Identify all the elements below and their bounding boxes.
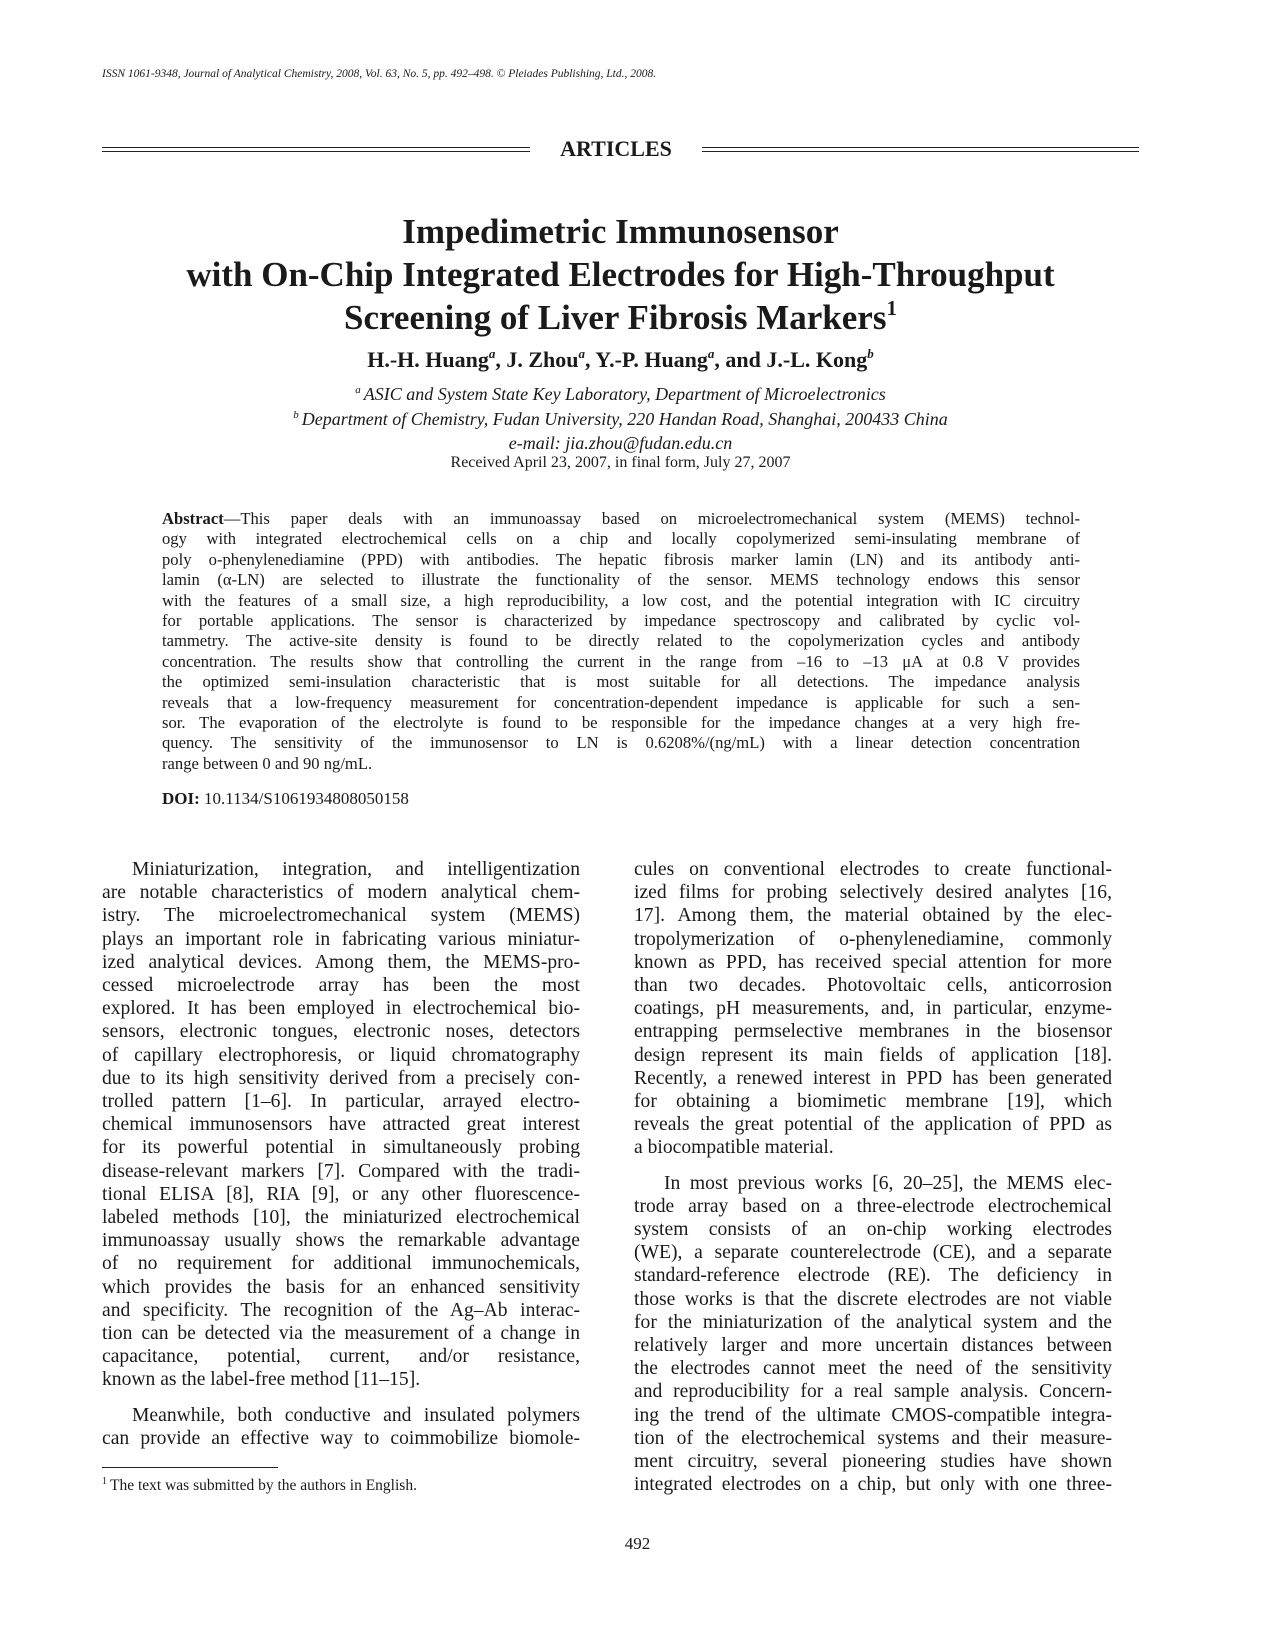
body-line: ing the trend of the ultimate CMOS-compatible integra- (634, 1404, 1112, 1426)
footnote-mark: 1 (102, 1476, 107, 1487)
body-line: known as PPD, has received special attention for more (634, 951, 1112, 973)
body-line: ment circuitry, several pioneering studies have shown (634, 1451, 1112, 1473)
body-line: Recently, a renewed interest in PPD has been generated (634, 1067, 1112, 1089)
body-line: due to its high sensitivity derived from a precisely con- (102, 1067, 580, 1089)
abstract-line: lamin (α-LN) are selected to illustrate the functionality of the sensor. MEMS technology endows this sensor (162, 570, 1080, 590)
affiliation-text: ASIC and System State Key Laboratory, Department of Microelectronics (363, 384, 886, 404)
body-line: of capillary electrophoresis, or liquid chromatography (102, 1044, 580, 1066)
body-line: disease-relevant markers [7]. Compared with the tradi- (102, 1160, 580, 1182)
abstract-text: —This paper deals with an immunoassay based on microelectromechanical system (MEMS) technol- (223, 509, 1080, 528)
paragraph-gap (102, 1392, 580, 1404)
author-name: J. Zhou (506, 347, 579, 372)
body-line: 17]. Among them, the material obtained by the elec- (634, 905, 1112, 927)
section-label: ARTICLES (560, 136, 672, 161)
abstract-line (162, 509, 1080, 529)
body-line: for the miniaturization of the analytical system and the (634, 1311, 1112, 1333)
body-line: standard-reference electrode (RE). The deficiency in (634, 1265, 1112, 1287)
body-line: plays an important role in fabricating various miniatur- (102, 928, 580, 950)
author-affil-mark: a (578, 346, 586, 361)
body-line: tion of the electrochemical systems and their measure- (634, 1427, 1112, 1449)
running-head: ISSN 1061-9348, Journal of Analytical Chemistry, 2008, Vol. 63, No. 5, pp. 492–498. © Pleiades Publishing, Ltd., 2008. (102, 68, 657, 80)
affiliation-mark: b (293, 409, 299, 421)
body-line: tion can be detected via the measurement of a change in (102, 1323, 580, 1345)
body-line: cessed microelectrode array has been the most (102, 975, 580, 997)
body-line: ized films for probing selectively desired analytes [16, (634, 882, 1112, 904)
body-line: Miniaturization, integration, and intelligentization (132, 859, 580, 880)
body-line: of no requirement for additional immunochemicals, (102, 1253, 580, 1275)
author-separator: , (495, 347, 507, 372)
affiliation (102, 409, 1139, 430)
author-separator: , and (714, 347, 767, 372)
body-line: labeled methods [10], the miniaturized electrochemical (102, 1207, 580, 1229)
author-affil-mark: b (867, 346, 874, 361)
body-line: and reproducibility for a real sample analysis. Concern- (634, 1381, 1112, 1403)
abstract (162, 509, 1080, 774)
body-line: the electrodes cannot meet the need of the sensitivity (634, 1358, 1112, 1380)
doi (162, 789, 409, 809)
doi-value[interactable]: 10.1134/S1061934808050158 (204, 789, 409, 808)
body-line: immunoassay usually shows the remarkable advantage (102, 1230, 580, 1252)
body-line: trolled pattern [1–6]. In particular, arrayed electro- (102, 1091, 580, 1113)
body-line: integrated electrodes on a chip, but only with one three- (634, 1474, 1112, 1496)
body-line: tional ELISA [8], RIA [9], or any other fluorescence- (102, 1183, 580, 1205)
body-line: can provide an effective way to coimmobilize biomole- (102, 1427, 580, 1449)
body-line: cules on conventional electrodes to create functional- (634, 859, 1112, 880)
section-rule-left (102, 147, 530, 152)
title-line (102, 296, 1139, 339)
body-column-right (634, 858, 1112, 1496)
abstract-line: reveals that a low-frequency measurement for concentration-dependent impedance is applicable for such a sen- (162, 692, 1080, 712)
body-line: tropolymerization of o-phenylenediamine, commonly (634, 928, 1112, 950)
body-line: which provides the basis for an enhanced sensitivity (102, 1276, 580, 1298)
footnote-text: The text was submitted by the authors in English. (110, 1477, 417, 1494)
body-line: known as the label-free method [11–15]. (102, 1369, 421, 1391)
author-affil-mark: a (488, 346, 496, 361)
author-separator: , (585, 347, 596, 372)
abstract-line: quency. The sensitivity of the immunosensor to LN is 0.6208%/(ng/mL) with a linear detection concentration (162, 733, 1080, 753)
body-column-left (102, 858, 580, 1450)
author-name: J.-L. Kong (766, 347, 868, 372)
body-line: sensors, electronic tongues, electronic noses, detectors (102, 1021, 580, 1043)
abstract-line: the optimized semi-insulation characteristic that is most suitable for all detections. The impedance analysis (162, 672, 1080, 692)
contact-email[interactable]: e-mail: jia.zhou@fudan.edu.cn (508, 433, 733, 453)
body-line: for its powerful potential in simultaneously probing (102, 1137, 580, 1159)
affiliation (102, 384, 1139, 405)
abstract-line: range between 0 and 90 ng/mL. (162, 753, 373, 773)
article-title (102, 210, 1139, 339)
body-line: system consists of an on-chip working electrodes (634, 1219, 1112, 1241)
body-line: explored. It has been employed in electrochemical bio- (102, 998, 580, 1020)
body-line: entrapping permselective membranes in the biosensor (634, 1021, 1112, 1043)
body-line: than two decades. Photovoltaic cells, anticorrosion (634, 975, 1112, 997)
body-line: and specificity. The recognition of the Ag–Ab interac- (102, 1299, 580, 1321)
body-line: chemical immunosensors have attracted great interest (102, 1114, 580, 1136)
section-header (102, 136, 1139, 162)
affiliation-mark: a (355, 384, 361, 396)
body-line: those works is that the discrete electrodes are not viable (634, 1288, 1112, 1310)
affiliation-text: Department of Chemistry, Fudan University, 220 Handan Road, Shanghai, 200433 China (301, 409, 948, 429)
body-line: (WE), a separate counterelectrode (CE), and a separate (634, 1242, 1112, 1264)
body-line: a biocompatible material. (634, 1137, 834, 1159)
title-line: Impedimetric Immunosensor (402, 212, 839, 251)
author-name: H.-H. Huang (367, 347, 489, 372)
doi-label: DOI: (162, 789, 200, 808)
body-line: design represent its main fields of application [18]. (634, 1044, 1112, 1066)
author-list (102, 347, 1139, 373)
body-line: coatings, pH measurements, and, in particular, enzyme- (634, 998, 1112, 1020)
footnote-rule (102, 1467, 278, 1468)
abstract-line: tammetry. The active-site density is found to be directly related to the copolymerization cycles and antibody (162, 631, 1080, 651)
body-line: istry. The microelectromechanical system (MEMS) (102, 905, 580, 927)
body-line: In most previous works [6, 20–25], the MEMS elec- (664, 1172, 1112, 1194)
footnote (102, 1477, 417, 1495)
title-footnote-mark: 1 (886, 296, 897, 320)
body-line: relatively larger and more uncertain distances between (634, 1335, 1112, 1357)
abstract-line: with the features of a small size, a high reproducibility, a low cost, and the potential integration with IC circuitry (162, 590, 1080, 610)
abstract-line: ogy with integrated electrochemical cells on a chip and locally copolymerized semi-insulating membrane of (162, 529, 1080, 549)
body-line: Meanwhile, both conductive and insulated polymers (132, 1404, 580, 1426)
section-rule-right (702, 147, 1139, 152)
abstract-line: poly o-phenylenediamine (PPD) with antibodies. The hepatic fibrosis marker lamin (LN) and its antibody anti- (162, 549, 1080, 569)
body-line: are notable characteristics of modern analytical chem- (102, 882, 580, 904)
received-dates: Received April 23, 2007, in final form, July 27, 2007 (450, 454, 791, 471)
abstract-line: for portable applications. The sensor is characterized by impedance spectroscopy and calibrated by cyclic vol- (162, 611, 1080, 631)
body-line: ized analytical devices. Among them, the MEMS-pro- (102, 951, 580, 973)
body-line: capacitance, potential, current, and/or resistance, (102, 1346, 580, 1368)
author-name: Y.-P. Huang (595, 347, 708, 372)
title-line-text: Screening of Liver Fibrosis Markers (344, 298, 887, 337)
abstract-line: concentration. The results show that controlling the current in the range from –16 to –13 μA at 0.8 V provides (162, 651, 1080, 671)
paragraph-gap (634, 1160, 1112, 1172)
body-line: trode array based on a three-electrode electrochemical (634, 1195, 1112, 1217)
abstract-label: Abstract (162, 509, 224, 528)
page-number: 492 (624, 1534, 651, 1553)
title-line: with On-Chip Integrated Electrodes for High-Throughput (186, 255, 1055, 294)
abstract-line: sor. The evaporation of the electrolyte is found to be responsible for the impedance changes at a very high fre- (162, 713, 1080, 733)
body-line: reveals the great potential of the application of PPD as (634, 1114, 1112, 1136)
author-affil-mark: a (707, 346, 715, 361)
body-line: for obtaining a biomimetic membrane [19], which (634, 1091, 1112, 1113)
